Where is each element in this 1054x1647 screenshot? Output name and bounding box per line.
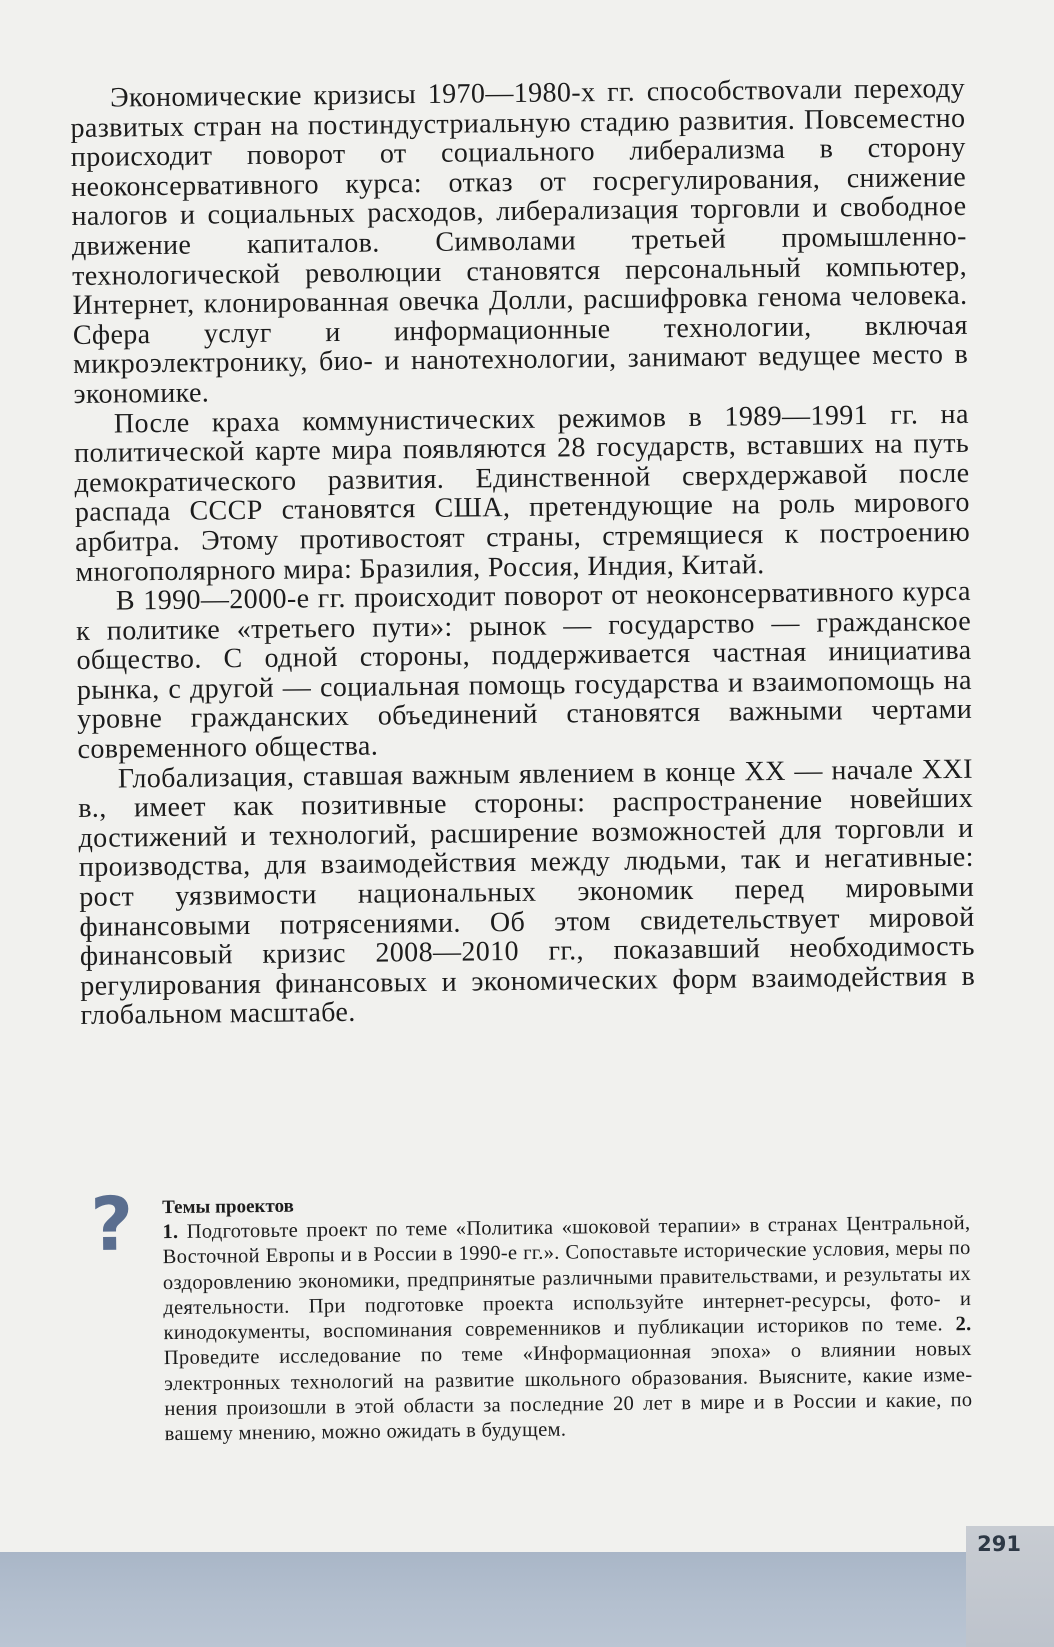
paragraph-third-way: В 1990—2000-е гг. происходит поворот от неоконсервативного курса к политике «третьего пути»: рынок — государство — гражданское общество. С одной стороны, поддерживается частная инициатива рынка, с другой — социальная помощь государства и взаимопомощь на уровне гражданских объединений становятся важными чертами современного общества. — [76, 575, 973, 766]
project-topics-body — [162, 1186, 973, 1448]
paragraph-globalization: Глобализация, ставшая важным явлением в конце XX — начале XXI в., имеет как позитивные стороны: распространение новейших достижений и технологий, расширение возможностей для торговли и производства, для взаимодействия между людьми, так и негативные: рост уязвимости национальных экономик перед мировыми финансовыми потрясениями. Об этом свидетельствует мировой финансовый кризис 2008—2010 гг., показавший необходимость регулирования финансовых и экономических форм взаимодействия в глобальном масштабе. — [78, 753, 976, 1032]
bottom-decorative-band — [0, 1552, 1054, 1647]
project-item-2-number: 2. — [955, 1313, 972, 1336]
project-item-2-text: Проведите исследование по теме «Информационная эпоха» о влиянии новых электронных технологий на развитие школьного образования. Выясните, какие изменения произошли в этой области за последние 20 лет в мире и в России и какие, по вашему мнению, можно ожидать в будущем. — [163, 1338, 973, 1446]
project-item-1-text: Подготовьте проект по теме «Политика «шоковой терапии» в странах Центральной, Восточной Европы и в России в 1990-е гг.». Сопоставьте исторические условия, меры по оздоровлению экономики, предпринятые различными правительствами, и результаты их деятельности. При подготовке проекта используйте интернет-ресурсы, фото- и кинодокументы, воспоминания современников и публикации историков по теме. — [162, 1212, 972, 1345]
main-text — [70, 74, 976, 1031]
project-topics-section — [89, 1181, 973, 1446]
project-item-1-number: 1. — [162, 1221, 179, 1244]
project-topics-title: Темы проектов — [162, 1195, 294, 1219]
project-topics-text — [162, 1211, 973, 1448]
question-mark-icon: ? — [89, 1181, 134, 1268]
paragraph-post-communism: После краха коммунистических режимов в 1989—1991 гг. на политической карте мира появляются 28 государств, вставших на путь демократического развития. Единственной сверхдержавой после распада СССР становятся США, претендующие на роль мирового арбитра. Этому противостоят страны, стремящиеся к построению многополярного мира: Бразилия, Россия, Индия, Китай. — [74, 398, 971, 588]
page-number: 291 — [977, 1532, 1021, 1556]
paragraph-economic-crises: Экономические кризисы 1970—1980-х гг. способствоvали переходу развитых стран на постиндустриальную стадию развития. Повсеместно происходит поворот от социального либерализма в сторону неоконсервативного курса: отказ от госрегулирования, снижение налогов и социальных расходов, либерализация торговли и свободное движение капиталов. Символами третьей промышленно-технологической революции становятся персональный компьютер, Интернет, клонированная овечка Долли, расшифровка генома человека. Сфера услуг и информационные технологии, включая микроэлектронику, био- и нанотехнологии, занимают ведущее место в экономике. — [70, 72, 969, 410]
